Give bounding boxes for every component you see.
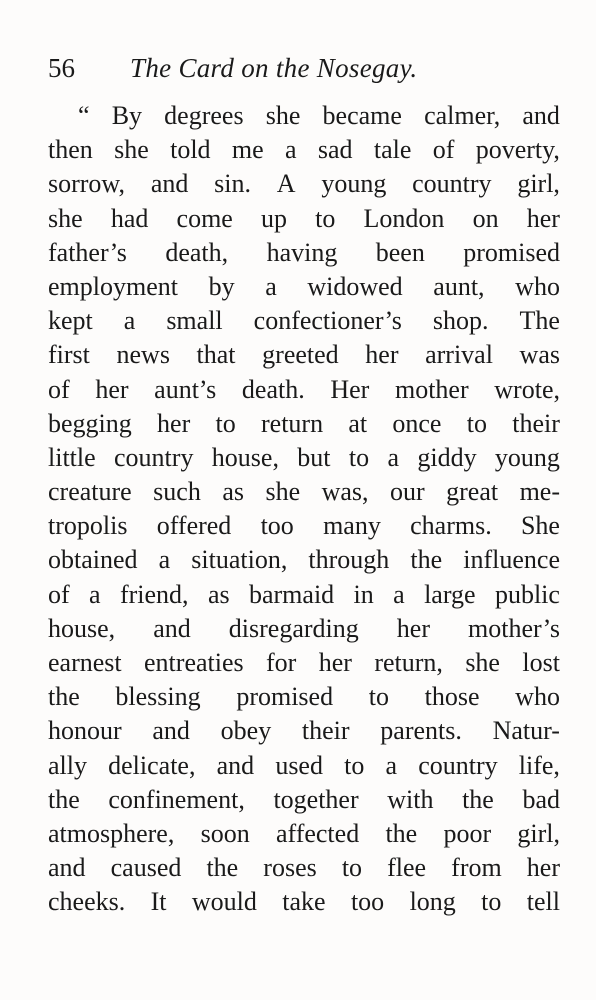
word: to	[466, 408, 487, 438]
word: too	[260, 511, 294, 541]
word: the	[48, 682, 80, 712]
word: a	[385, 750, 398, 780]
word: flee	[387, 853, 427, 883]
word: cheeks.	[48, 887, 126, 917]
word: who	[515, 271, 560, 301]
word: A	[276, 169, 296, 199]
word: The	[519, 306, 560, 336]
word: with	[387, 784, 434, 814]
word: by	[208, 271, 235, 301]
word: atmosphere,	[48, 818, 175, 848]
word: she	[465, 648, 500, 677]
word: and	[153, 613, 191, 643]
word: the	[206, 853, 239, 883]
word: was,	[321, 477, 369, 507]
word: her	[365, 340, 399, 370]
word: aunt’s	[154, 374, 217, 404]
word: She	[520, 511, 560, 541]
word: widowed	[307, 271, 403, 301]
word: little	[48, 442, 96, 472]
word: that	[196, 340, 236, 370]
word: her	[318, 648, 352, 677]
word: to	[481, 887, 502, 917]
word: her	[526, 203, 560, 233]
word: death.	[241, 374, 305, 404]
word: delicate,	[108, 750, 196, 780]
page-number: 56	[48, 53, 75, 83]
word: great	[446, 477, 499, 507]
word: but	[297, 442, 331, 472]
word: greeted	[262, 340, 339, 370]
word: tell	[526, 887, 560, 917]
page-header	[48, 48, 568, 88]
word: at	[348, 408, 368, 438]
word: would	[191, 887, 257, 917]
word: was	[519, 340, 560, 370]
text-line	[48, 543, 560, 577]
word: By	[111, 101, 143, 130]
word: a	[284, 135, 297, 165]
word: the	[385, 818, 418, 848]
word: she	[114, 135, 149, 165]
word: a	[393, 579, 405, 609]
word: for	[266, 648, 297, 677]
word: those	[424, 682, 480, 712]
text-line	[48, 441, 560, 475]
word: employment	[48, 271, 178, 301]
word: the	[48, 784, 80, 814]
word: news	[116, 340, 170, 370]
word: first	[48, 340, 90, 370]
word: sin.	[214, 169, 251, 199]
text-line	[48, 851, 560, 885]
word: her	[95, 374, 129, 404]
word: come	[176, 203, 233, 233]
word: as	[222, 477, 244, 507]
word: mother	[394, 374, 469, 404]
word: girl,	[517, 818, 560, 848]
word: to	[315, 203, 336, 233]
word: caused	[110, 853, 182, 883]
word: death,	[165, 237, 229, 267]
word: been	[375, 237, 425, 267]
word: had	[110, 203, 149, 233]
word: our	[390, 477, 425, 507]
text-line	[48, 304, 560, 338]
word: to	[348, 442, 370, 472]
word: shop.	[432, 306, 489, 336]
word: barmaid	[248, 579, 335, 609]
word: sad	[317, 135, 353, 165]
word: too	[350, 887, 385, 917]
word: creature	[48, 477, 132, 507]
word: kept	[48, 306, 93, 336]
word: calmer,	[424, 101, 501, 130]
word: young	[321, 169, 387, 199]
word: soon	[200, 818, 250, 848]
word: tale	[373, 135, 412, 165]
word: affected	[275, 818, 360, 848]
text-line	[48, 885, 560, 919]
word: and	[150, 169, 189, 199]
text-line	[48, 338, 560, 372]
word: from	[451, 853, 502, 883]
word: and	[522, 101, 560, 130]
word: to	[344, 750, 365, 780]
word: aunt,	[433, 271, 485, 301]
word: mother’s	[468, 613, 560, 643]
word: Natur-	[492, 716, 560, 746]
word: father’s	[48, 237, 127, 267]
word: once	[392, 408, 442, 438]
word: and	[152, 716, 190, 746]
text-line	[48, 749, 560, 783]
word: small	[166, 306, 223, 336]
word: roses	[263, 853, 317, 883]
word: arrival	[425, 340, 493, 370]
word: charms.	[410, 511, 492, 541]
word: up	[261, 203, 287, 233]
word: poverty,	[475, 135, 560, 165]
word: and	[216, 750, 255, 780]
word: became	[322, 101, 402, 130]
word: to	[368, 682, 389, 712]
text-line	[48, 236, 560, 270]
text-line	[48, 646, 560, 680]
text-line	[48, 509, 560, 543]
text-line	[48, 167, 560, 201]
word: through	[308, 545, 390, 575]
word: told	[170, 135, 211, 165]
word: promised	[236, 682, 334, 712]
word: ally	[48, 750, 87, 780]
word: public	[494, 579, 560, 609]
text-line	[48, 714, 560, 748]
word: offered	[156, 511, 232, 541]
word: and	[48, 853, 86, 883]
word: house,	[48, 613, 116, 643]
word: country	[418, 750, 498, 780]
word: their	[301, 716, 350, 746]
word: together	[273, 784, 359, 814]
word: “	[78, 101, 90, 130]
word: wrote,	[494, 374, 560, 404]
word: then	[48, 135, 93, 165]
word: in	[353, 579, 374, 609]
word: lost	[522, 648, 560, 677]
word: begging	[48, 408, 132, 438]
running-title: The Card on the Nosegay.	[130, 53, 418, 83]
word: a	[265, 271, 277, 301]
word: used	[275, 750, 323, 780]
word: she	[48, 203, 83, 233]
word: London	[363, 203, 445, 233]
word: the	[462, 784, 494, 814]
word: to	[341, 853, 363, 883]
text-line	[48, 817, 560, 851]
word: confectioner’s	[253, 306, 402, 336]
word: country	[412, 169, 492, 199]
word: a	[89, 579, 101, 609]
word: the	[410, 545, 443, 575]
text-line	[48, 270, 560, 304]
word: of	[48, 579, 70, 609]
text-line	[48, 475, 560, 509]
word: return,	[374, 648, 443, 677]
word: a	[158, 545, 171, 575]
word: take	[282, 887, 326, 917]
word: of	[48, 374, 70, 404]
word: blessing	[115, 682, 201, 712]
word: who	[515, 682, 560, 712]
text-line	[48, 99, 560, 133]
word: confinement,	[108, 784, 245, 814]
word: she	[265, 477, 301, 507]
word: her	[526, 853, 560, 883]
word: tropolis	[48, 511, 128, 541]
word: parents.	[380, 716, 462, 746]
word: degrees	[164, 101, 244, 130]
word: poor	[443, 818, 492, 848]
word: young	[494, 442, 560, 472]
word: long	[409, 887, 456, 917]
text-line	[48, 202, 560, 236]
text-line	[48, 373, 560, 407]
text-line	[48, 133, 560, 167]
word: It	[150, 887, 167, 917]
text-line	[48, 612, 560, 646]
word: situation,	[191, 545, 288, 575]
word: obey	[220, 716, 272, 746]
word: house,	[211, 442, 279, 472]
word: she	[265, 101, 301, 130]
word: giddy	[417, 442, 477, 472]
word: honour	[48, 716, 122, 746]
word: life,	[518, 750, 560, 780]
word: earnest	[48, 648, 122, 677]
word: obtained	[48, 545, 138, 575]
word: to	[215, 408, 236, 438]
word: her	[157, 408, 191, 438]
word: disregarding	[228, 613, 359, 643]
text-line	[48, 680, 560, 714]
word: bad	[522, 784, 560, 814]
text-line	[48, 578, 560, 612]
word: entreaties	[144, 648, 244, 677]
word: sorrow,	[48, 169, 126, 199]
word: promised	[463, 237, 560, 267]
word: country	[114, 442, 194, 472]
word: on	[472, 203, 499, 233]
word: a	[123, 306, 136, 336]
word: Her	[330, 374, 370, 404]
word: girl,	[517, 169, 560, 199]
word: return	[261, 408, 324, 438]
word: me	[231, 135, 264, 165]
word: influence	[463, 545, 560, 575]
word: of	[432, 135, 455, 165]
word: friend,	[119, 579, 189, 609]
word: large	[424, 579, 476, 609]
text-line	[48, 407, 560, 441]
word: such	[153, 477, 201, 507]
word: a	[387, 442, 399, 472]
word: their	[512, 408, 560, 438]
body-text	[48, 99, 560, 920]
word: as	[207, 579, 230, 609]
word: me-	[519, 477, 560, 507]
word: many	[323, 511, 381, 541]
text-line	[48, 783, 560, 817]
word: her	[396, 613, 430, 643]
word: having	[266, 237, 338, 267]
